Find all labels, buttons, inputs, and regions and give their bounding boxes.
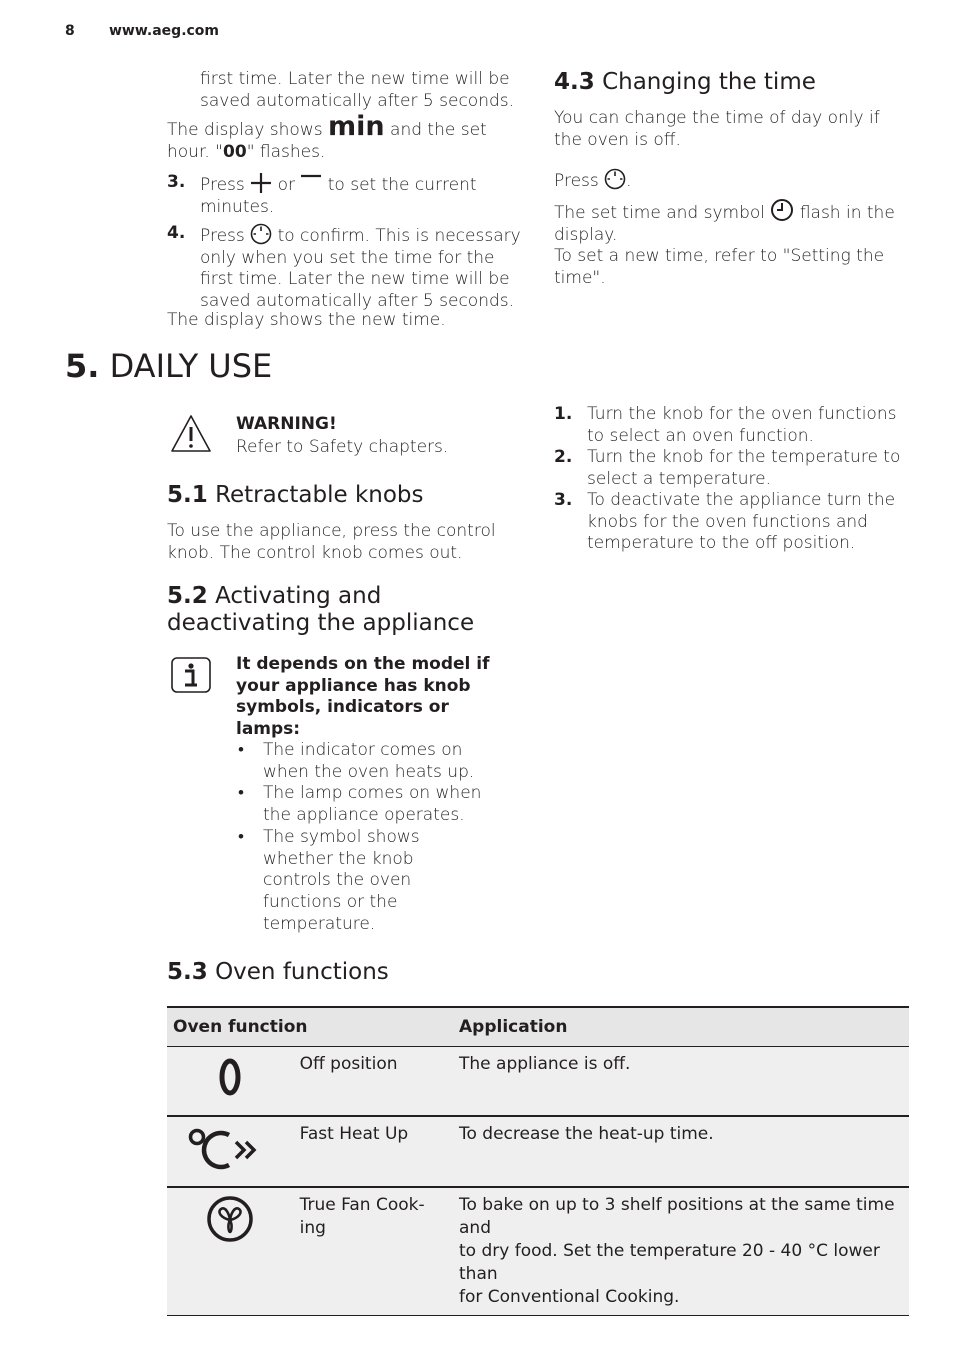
section-5-3-heading: 5.3 Oven functions xyxy=(167,959,389,985)
true-fan-icon xyxy=(205,1194,255,1244)
step1-number: 1. xyxy=(554,404,573,424)
function-name: Off position xyxy=(294,1047,453,1117)
fast-heat-up-icon xyxy=(184,1123,276,1173)
minus-icon xyxy=(300,172,322,194)
step2-text: Turn the knob for the temperature to select a temperature. xyxy=(587,447,901,489)
col-oven-function: Oven function xyxy=(167,1007,453,1047)
table-row xyxy=(167,1116,909,1187)
display-min-paragraph: The display shows min and the set hour. "00" flashes. xyxy=(167,111,487,162)
function-application: To decrease the heat-up time. xyxy=(453,1116,909,1187)
function-name: Fast Heat Up xyxy=(294,1116,453,1187)
list-item: • The lamp comes on when the appliance operates. xyxy=(238,783,482,826)
left-continued-text: first time. Later the new time will be saved automatically after 5 seconds. xyxy=(200,69,515,111)
step3-number: 3. xyxy=(167,172,186,192)
min-symbol: min xyxy=(328,111,385,142)
section-4-3-press: Press . xyxy=(554,168,632,193)
list-item: • The indicator comes on when the oven heats up. xyxy=(238,740,475,782)
list-item: • The symbol shows whether the knob controls the oven functions or the temperature. xyxy=(238,826,420,934)
function-application: To bake on up to 3 shelf positions at the same time and to dry food. Set the temperature 20 - 40 °C lower than for Conventional Cooking. xyxy=(453,1187,909,1316)
section-5-2-heading: 5.2 Activating and deactivating the appliance xyxy=(167,583,475,636)
section-4-3-heading: 4.3 Changing the time xyxy=(554,69,816,95)
new-time-text: The display shows the new time. xyxy=(167,310,446,330)
section-5-1-heading: 5.1 Retractable knobs xyxy=(167,482,424,508)
step2-number: 2. xyxy=(554,447,573,467)
table-row xyxy=(167,1187,909,1316)
col-application: Application xyxy=(453,1007,909,1047)
site-url: www.aeg.com xyxy=(109,23,220,39)
section-5-1-text: To use the appliance, press the control knob. The control knob comes out. xyxy=(167,521,496,563)
clock-icon xyxy=(604,168,626,190)
info-note-title: It depends on the model if your appliance has knob symbols, indicators or lamps: xyxy=(236,654,490,740)
step3-text: Press or to set the current minutes. xyxy=(200,172,477,218)
plus-icon xyxy=(250,172,272,194)
step4-number: 4. xyxy=(167,223,186,243)
clock-icon xyxy=(250,223,272,245)
clock-hands-icon xyxy=(770,198,794,222)
section-4-3-flash-text: The set time and symbol flash in the display. To set a new time, refer to "Setting the time". xyxy=(554,198,895,290)
table-header-row xyxy=(167,1007,909,1047)
bullet-list xyxy=(236,740,481,935)
section-4-3-intro: You can change the time of day only if the oven is off. xyxy=(554,108,880,150)
page-number: 8 xyxy=(65,23,75,39)
off-zero-icon xyxy=(215,1053,245,1097)
step1-text: Turn the knob for the oven functions to select an oven function. xyxy=(587,404,897,446)
chapter-title: 5. DAILY USE xyxy=(65,347,273,385)
oven-functions-table xyxy=(167,1006,909,1316)
step3r-number: 3. xyxy=(554,490,573,510)
warning-title: WARNING! xyxy=(236,414,337,434)
info-icon xyxy=(170,656,212,694)
step4-text: Press to confirm. This is necessary only when you set the time for the first time. Later the new time will be saved automatically after 5 seconds. xyxy=(200,223,521,313)
table-row xyxy=(167,1047,909,1117)
function-application: The appliance is off. xyxy=(453,1047,909,1117)
warning-icon xyxy=(170,414,212,454)
function-name: True Fan Cook- ing xyxy=(294,1187,453,1316)
step3r-text: To deactivate the appliance turn the knobs for the oven functions and temperature to the off position. xyxy=(587,490,896,554)
warning-text: Refer to Safety chapters. xyxy=(236,437,449,457)
